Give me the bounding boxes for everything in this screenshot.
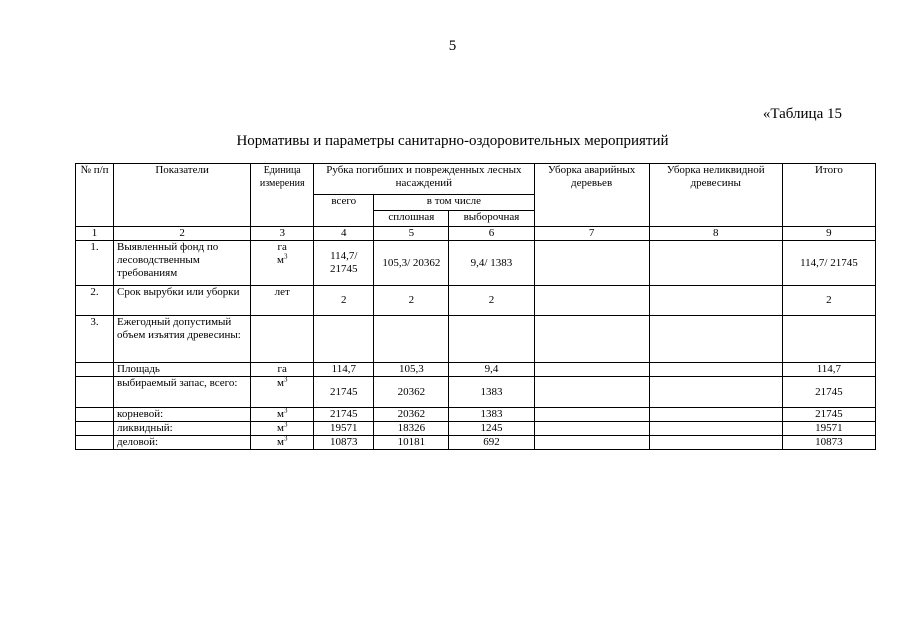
table-label: «Таблица 15 bbox=[762, 106, 842, 122]
indicator-cell: выбираемый запас, всего: bbox=[114, 377, 251, 408]
value-cell: 114,7/ 21745 bbox=[314, 241, 374, 286]
value-cell: 1383 bbox=[449, 377, 534, 408]
row-number-cell bbox=[76, 363, 114, 377]
value-cell bbox=[534, 422, 649, 436]
header-selective: выборочная bbox=[449, 211, 534, 227]
value-cell bbox=[782, 316, 875, 363]
value-cell bbox=[534, 316, 649, 363]
indicator-cell: ликвидный: bbox=[114, 422, 251, 436]
value-cell bbox=[534, 436, 649, 450]
norms-table bbox=[75, 163, 876, 450]
header-nonliquid: Уборка неликвидной древесины bbox=[649, 164, 782, 227]
value-cell bbox=[314, 316, 374, 363]
value-cell bbox=[649, 363, 782, 377]
value-cell: 18326 bbox=[374, 422, 449, 436]
indicator-cell: Ежегодный допустимый объем изъятия древесины: bbox=[114, 316, 251, 363]
value-cell: 2 bbox=[314, 286, 374, 316]
table-row bbox=[76, 422, 876, 436]
indicator-cell: Выявленный фонд по лесоводственным требованиям bbox=[114, 241, 251, 286]
value-cell bbox=[649, 422, 782, 436]
value-cell bbox=[534, 286, 649, 316]
unit-cell bbox=[251, 241, 314, 286]
value-cell: 692 bbox=[449, 436, 534, 450]
unit-superscript: 3 bbox=[283, 434, 288, 443]
value-cell: 10873 bbox=[782, 436, 875, 450]
column-number-cell: 3 bbox=[251, 227, 314, 241]
column-number-cell: 7 bbox=[534, 227, 649, 241]
table-row bbox=[76, 408, 876, 422]
value-cell: 21745 bbox=[314, 377, 374, 408]
value-cell bbox=[534, 241, 649, 286]
table-row bbox=[76, 363, 876, 377]
row-number-cell bbox=[76, 408, 114, 422]
column-number-cell: 6 bbox=[449, 227, 534, 241]
header-total: всего bbox=[314, 195, 374, 227]
row-number-cell: 3. bbox=[76, 316, 114, 363]
value-cell: 105,3/ 20362 bbox=[374, 241, 449, 286]
value-cell bbox=[374, 316, 449, 363]
value-cell bbox=[534, 363, 649, 377]
row-number-cell bbox=[76, 436, 114, 450]
header-felling: Рубка погибших и поврежденных лесных насаждений bbox=[314, 164, 534, 195]
unit-text-secondary: м bbox=[276, 254, 284, 266]
unit-superscript: 3 bbox=[283, 375, 288, 384]
column-number-cell: 1 bbox=[76, 227, 114, 241]
header-num: № п/п bbox=[76, 164, 114, 227]
value-cell: 114,7/ 21745 bbox=[782, 241, 875, 286]
column-number-cell: 5 bbox=[374, 227, 449, 241]
column-number-cell: 8 bbox=[649, 227, 782, 241]
row-number-cell bbox=[76, 422, 114, 436]
unit-superscript: 3 bbox=[283, 252, 288, 261]
unit-superscript: 3 bbox=[283, 406, 288, 415]
value-cell: 20362 bbox=[374, 408, 449, 422]
row-number-cell: 2. bbox=[76, 286, 114, 316]
value-cell: 10181 bbox=[374, 436, 449, 450]
header-unit: Единица измерения bbox=[251, 164, 314, 227]
value-cell: 2 bbox=[782, 286, 875, 316]
unit-cell bbox=[251, 377, 314, 408]
value-cell bbox=[649, 241, 782, 286]
value-cell: 21745 bbox=[782, 408, 875, 422]
row-number-cell bbox=[76, 377, 114, 408]
value-cell: 20362 bbox=[374, 377, 449, 408]
value-cell: 21745 bbox=[314, 408, 374, 422]
table-row bbox=[76, 316, 876, 363]
unit-text: лет bbox=[274, 286, 290, 298]
value-cell bbox=[649, 286, 782, 316]
unit-text: м bbox=[276, 377, 284, 389]
value-cell bbox=[649, 436, 782, 450]
table-row bbox=[76, 377, 876, 408]
column-number-cell: 9 bbox=[782, 227, 875, 241]
value-cell bbox=[649, 377, 782, 408]
value-cell: 2 bbox=[374, 286, 449, 316]
unit-cell bbox=[251, 286, 314, 316]
table-title: Нормативы и параметры санитарно-оздоровительных мероприятий bbox=[236, 133, 669, 149]
unit-text: м bbox=[276, 436, 284, 448]
value-cell: 9,4/ 1383 bbox=[449, 241, 534, 286]
value-cell bbox=[649, 316, 782, 363]
value-cell bbox=[449, 316, 534, 363]
indicator-cell: корневой: bbox=[114, 408, 251, 422]
header-indicator: Показатели bbox=[114, 164, 251, 227]
unit-cell bbox=[251, 408, 314, 422]
value-cell: 9,4 bbox=[449, 363, 534, 377]
unit-text: м bbox=[276, 422, 284, 434]
header-including: в том числе bbox=[374, 195, 534, 211]
value-cell: 1245 bbox=[449, 422, 534, 436]
header-total-sum: Итого bbox=[782, 164, 875, 227]
indicator-cell: деловой: bbox=[114, 436, 251, 450]
value-cell bbox=[534, 377, 649, 408]
table-row bbox=[76, 286, 876, 316]
column-number-cell: 2 bbox=[114, 227, 251, 241]
unit-text: м bbox=[276, 408, 284, 420]
unit-text: га bbox=[277, 363, 287, 375]
value-cell: 19571 bbox=[314, 422, 374, 436]
unit-cell bbox=[251, 436, 314, 450]
value-cell: 19571 bbox=[782, 422, 875, 436]
value-cell: 10873 bbox=[314, 436, 374, 450]
value-cell: 114,7 bbox=[314, 363, 374, 377]
value-cell: 105,3 bbox=[374, 363, 449, 377]
page-number: 5 bbox=[448, 38, 457, 54]
table-row bbox=[76, 241, 876, 286]
unit-cell bbox=[251, 316, 314, 363]
header-emergency: Уборка аварийных деревьев bbox=[534, 164, 649, 227]
unit-superscript: 3 bbox=[283, 420, 288, 429]
value-cell: 114,7 bbox=[782, 363, 875, 377]
unit-text: га bbox=[277, 241, 287, 253]
value-cell: 2 bbox=[449, 286, 534, 316]
header-clear: сплошная bbox=[374, 211, 449, 227]
indicator-cell: Срок вырубки или уборки bbox=[114, 286, 251, 316]
row-number-cell: 1. bbox=[76, 241, 114, 286]
unit-cell bbox=[251, 422, 314, 436]
value-cell bbox=[649, 408, 782, 422]
table-row bbox=[76, 436, 876, 450]
value-cell bbox=[534, 408, 649, 422]
indicator-cell: Площадь bbox=[114, 363, 251, 377]
value-cell: 1383 bbox=[449, 408, 534, 422]
unit-cell bbox=[251, 363, 314, 377]
column-number-cell: 4 bbox=[314, 227, 374, 241]
value-cell: 21745 bbox=[782, 377, 875, 408]
